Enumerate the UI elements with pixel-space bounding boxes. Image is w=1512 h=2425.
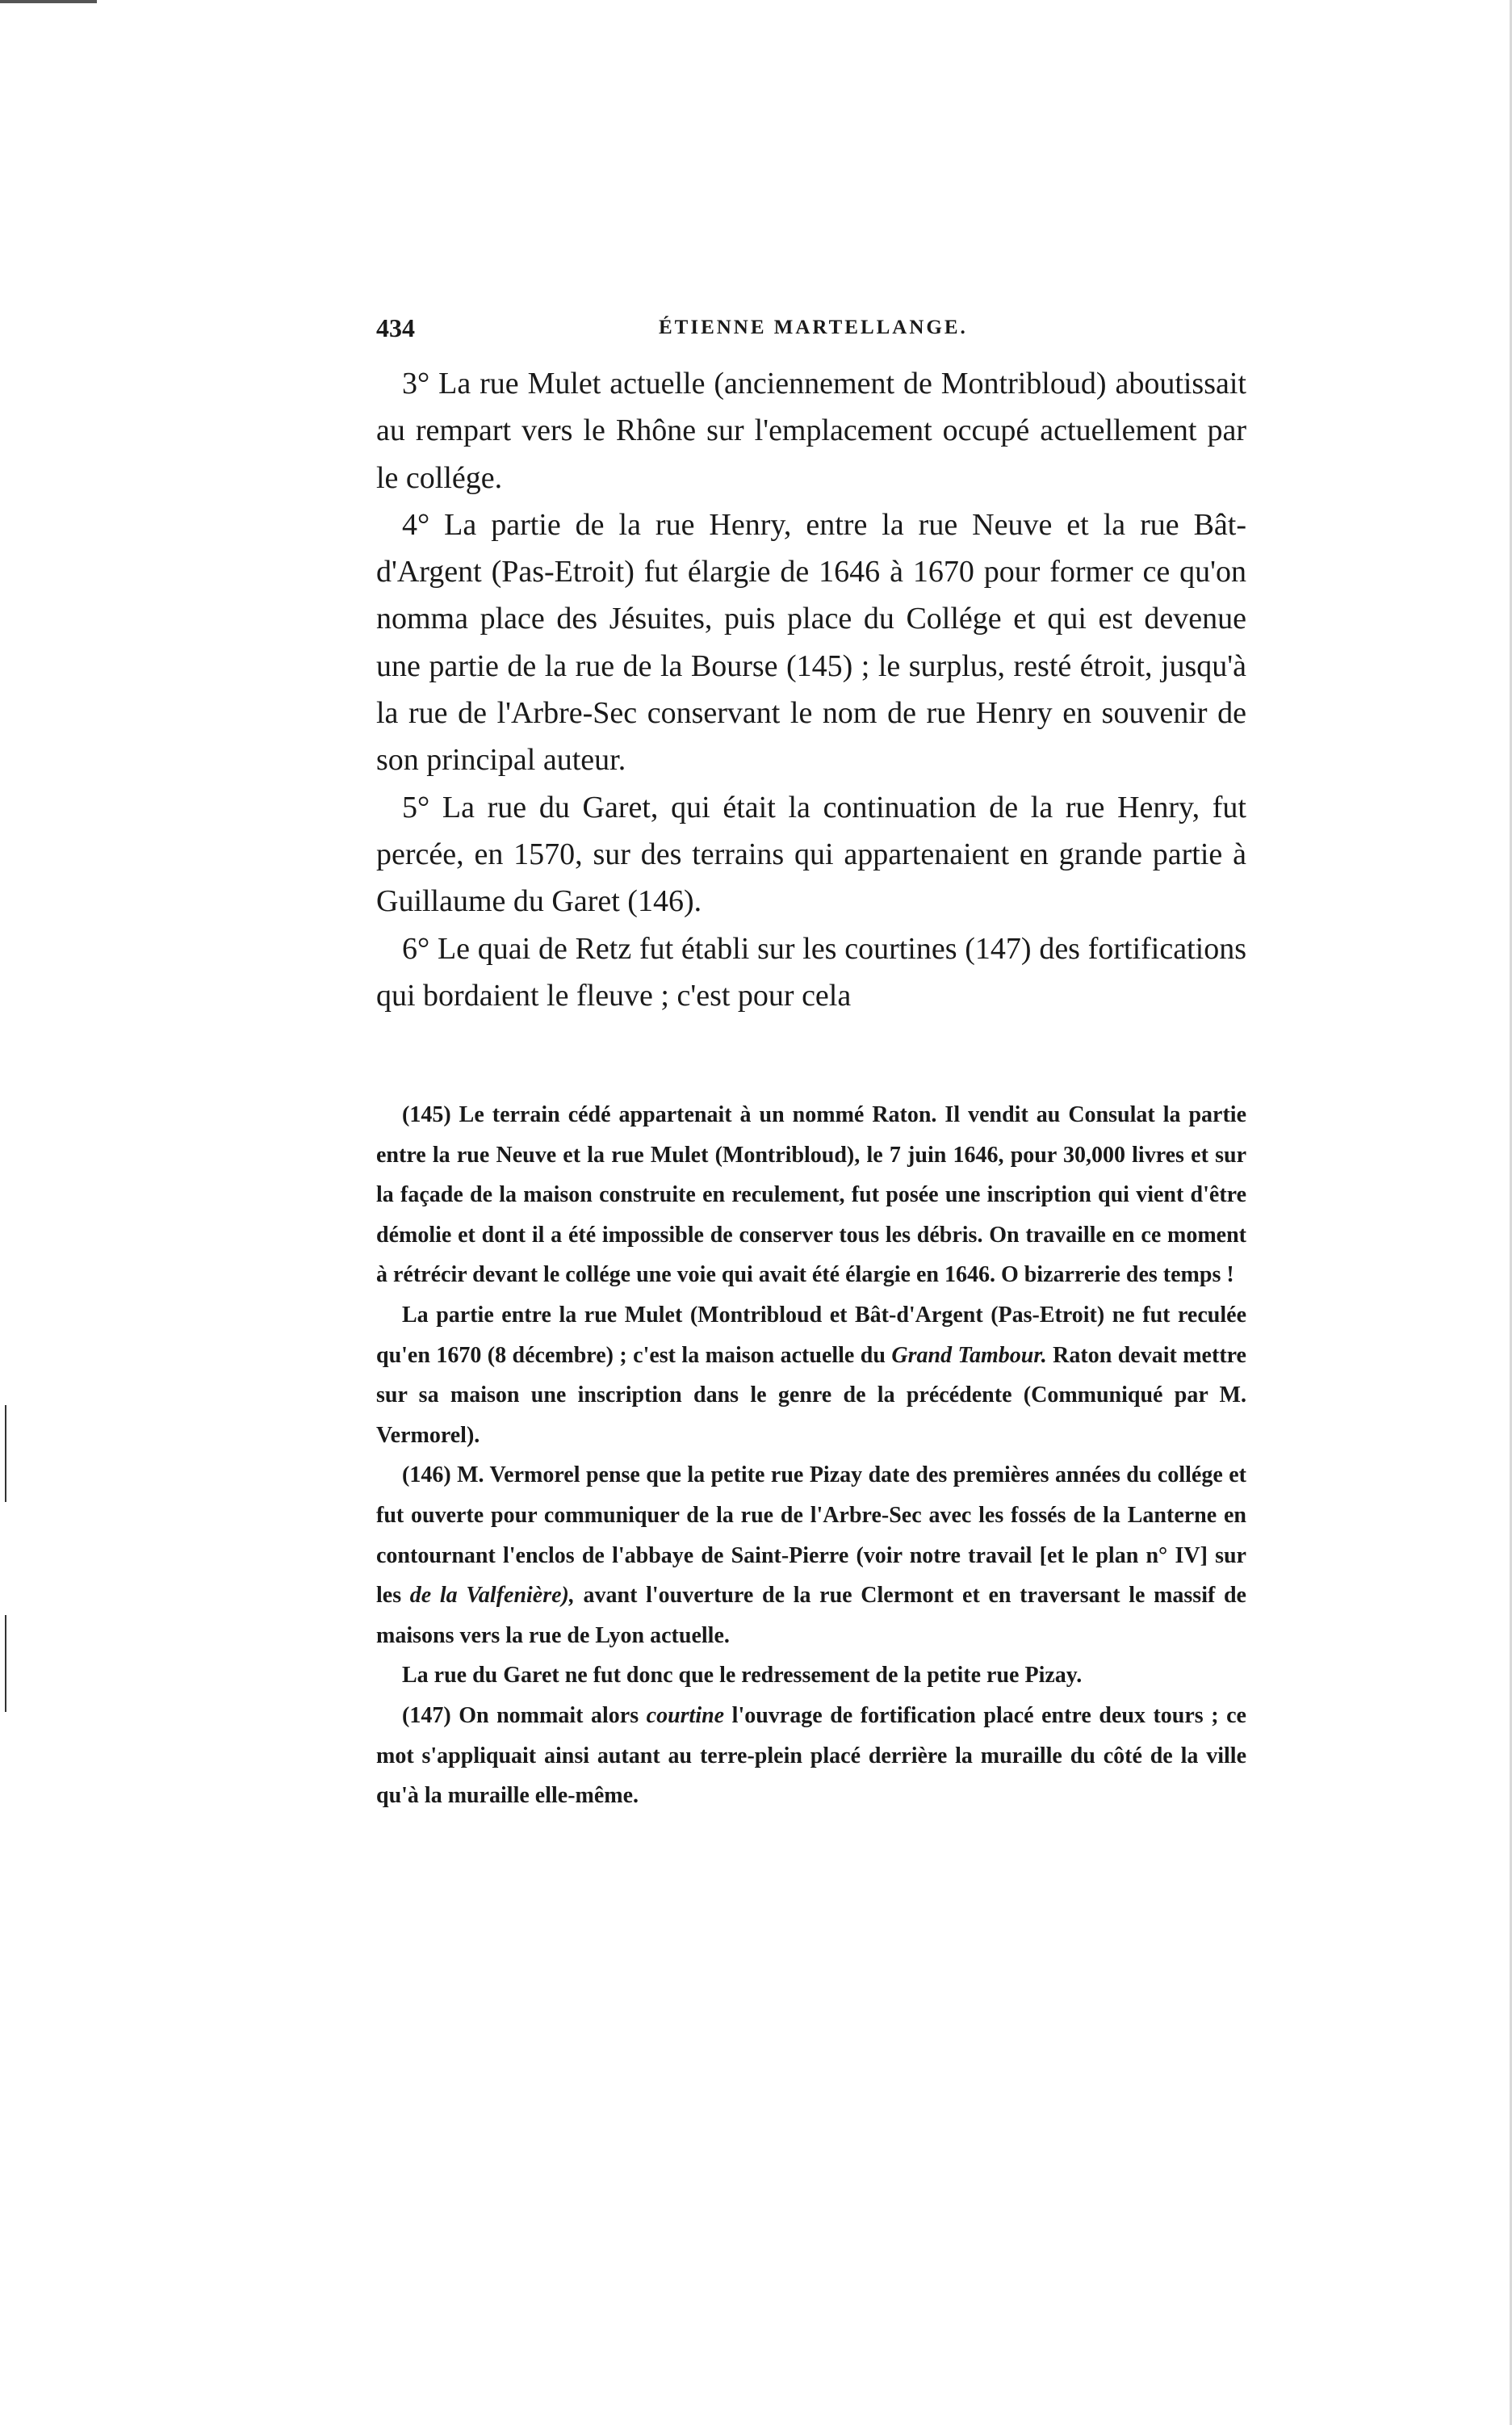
paragraph-5: 5° La rue du Garet, qui était la continuation de la rue Henry, fut percée, en 1570, sur des terrains qui appartenaient en grande partie à Guillaume du Garet (146).: [376, 790, 1246, 919]
page-header: [376, 313, 1246, 346]
footnote-146-italic: de la Valfenière),: [409, 1583, 575, 1609]
footnotes: [376, 1095, 1246, 1816]
paragraph-6: 6° Le quai de Retz fut établi sur les courtines (147) des fortifications qui bordaient le fleuve ; c'est pour cela: [376, 931, 1246, 1013]
footnote-146-continued: La rue du Garet ne fut donc que le redressement de la petite rue Pizay.: [402, 1663, 1083, 1689]
scan-margin-line-lower: [5, 1615, 6, 1712]
paragraph-4: 4° La partie de la rue Henry, entre la rue Neuve et la rue Bât-d'Argent (Pas-Etroit) fut élargie de 1646 à 1670 pour former ce qu'on nomma place des Jésuites, puis place du Collége et qui est devenue une partie de la rue de la Bourse (145) ; le surplus, resté étroit, jusqu'à la rue de l'Arbre-Sec conservant le nom de rue Henry en souvenir de son principal auteur.: [376, 507, 1246, 778]
footnote-145-continued: [376, 1295, 1246, 1455]
footnote-147-text-b: l'ouvrage de fortification placé entre deux tours ; ce mot s'appliquait ainsi autant au terre-plein placé derrière la muraille du côté de la ville qu'à la muraille elle-même.: [376, 1702, 1246, 1809]
footnote-146: [376, 1455, 1246, 1655]
footnote-147-italic: courtine: [646, 1702, 725, 1728]
footnote-146-text-b: avant l'ouverture de la rue Clermont et en traversant le massif de maisons vers la rue de Lyon actuelle.: [376, 1583, 1246, 1648]
footnote-145-text-b: Raton devait mettre sur sa maison une inscription dans le genre de la précédente (Communiqué par M. Vermorel).: [376, 1342, 1246, 1448]
footnote-145: (145) Le terrain cédé appartenait à un nommé Raton. Il vendit au Consulat la partie entre la rue Neuve et la rue Mulet (Montribloud), le 7 juin 1646, pour 30,000 livres et sur la façade de la maison construite en reculement, fut posée une inscription qui vient d'être démolie et dont il a été impossible de conserver tous les débris. On travaille en ce moment à rétrécir devant le collége une voie qui avait été élargie en 1646. O bizarrerie des temps !: [376, 1102, 1246, 1288]
footnote-147-text-a: (147) On nommait alors: [402, 1702, 647, 1728]
footnote-146-text-a: (146) M. Vermorel pense que la petite rue Pizay date des premières années du collége et fut ouverte pour communiquer de la rue de l'Arbre-Sec avec les fossés de la Lanterne en contournant l'enclos de l'abbaye de Saint-Pierre (voir notre travail [et le plan n° IV] sur les: [376, 1462, 1246, 1609]
footnote-145-italic: Grand Tambour.: [891, 1342, 1047, 1368]
page-number: 434: [376, 313, 415, 342]
paragraph-3: 3° La rue Mulet actuelle (anciennement de Montribloud) aboutissait au rempart vers le Rhône sur l'emplacement occupé actuellement par le collége.: [376, 367, 1246, 495]
running-title: ÉTIENNE MARTELLANGE.: [659, 317, 968, 338]
footnote-145-text-a: La partie entre la rue Mulet (Montribloud et Bât-d'Argent (Pas-Etroit) ne fut reculée qu'en 1670 (8 décembre) ; c'est la maison actuelle du: [376, 1302, 1246, 1368]
scan-edge-mark: [0, 0, 97, 3]
scan-margin-line: [5, 1405, 6, 1502]
footnote-147: [376, 1696, 1246, 1816]
main-text: [376, 360, 1246, 1019]
